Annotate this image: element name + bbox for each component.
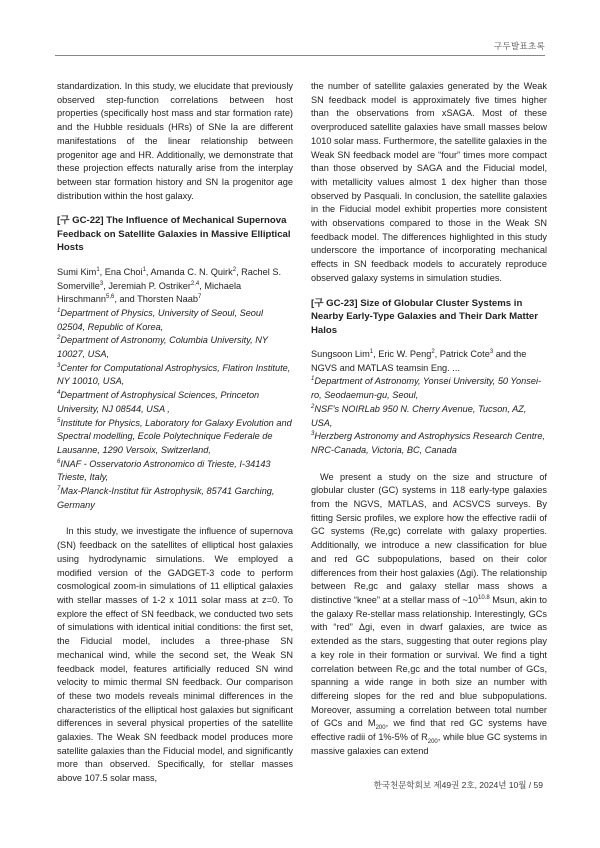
gc22-title: [구 GC-22] The Influence of Mechanical Supernova Feedback on Satellite Galaxies in Massive Elliptical Hosts bbox=[57, 215, 291, 254]
affiliation: $^2$Department of Astronomy, Columbia University, NY 10027, USA, bbox=[57, 335, 268, 360]
left-column bbox=[57, 80, 293, 786]
header-rule bbox=[55, 55, 545, 56]
affiliation: $^1$Department of Physics, University of Seoul, Seoul 02504, Republic of Korea, bbox=[57, 307, 264, 332]
gc23-affiliations bbox=[311, 375, 547, 457]
affiliation: $^4$Department of Astrophysical Sciences, Princeton University, NJ 08544, USA , bbox=[57, 390, 260, 414]
affiliation: $^7$Max-Planck-Institut für Astrophysik, 85741 Garching, Germany bbox=[57, 486, 275, 510]
gc22-authors: Sumi Kim$^1$, Ena Choi$^1$, Amanda C. N. Quirk$^2$, Rachel S. Somerville$^3$, Jeremiah P. Ostriker$^{2,4}$, Michaela Hirschmann$^{5,6}$, and Thorsten Naab$^7$ bbox=[57, 266, 281, 305]
running-header: 구두발표초록 bbox=[493, 41, 545, 51]
affiliation: $^3$Herzberg Astronomy and Astrophysics Research Centre, NRC-Canada, Victoria, BC, Canada bbox=[311, 431, 545, 455]
right-column bbox=[311, 80, 547, 758]
gc23-authors: Sungsoon Lim$^1$, Eric W. Peng$^2$, Patrick Cote$^3$ and the NGVS and MATLAS teamsin Eng. ... bbox=[311, 348, 527, 373]
gc22-abstract: In this study, we investigate the influence of supernova (SN) feedback on the satellites of elliptical host galaxies using hydrodynamic simulations. We employed a modified version of the GADGET-3 code to perform cosmological zoom-in simulations of 11 elliptical galaxies with stellar masses of 1-2 x 1011 solar mass at z=0. To explore the effect of SN feedback, we conducted two sets of simulations with identical initial conditions: the first set, the Fiducial model, includes a three-phase SN mechanical wind, while the second set, the Weak SN feedback model, features artificially reduced SN wind velocity to mimic thermal SN feedback. Our comparison of these two models reveals minimal differences in the characteristics of the elliptical host galaxies but significant differences in several physical properties of the satellite galaxies. The Weak SN feedback model produces more satellite galaxies than the Fiducial model, and significantly more than observed. Specifically, for stellar masses above 107.5 solar mass, bbox=[57, 526, 293, 784]
affiliation: $^5$Institute for Physics, Laboratory for Galaxy Evolution and Spectral modelling, Ecole Polytechnique Federale de Lausanne, 1290 Versoix, Switzerland, bbox=[57, 417, 292, 455]
affiliation: $^1$Department of Astronomy, Yonsei University, 50 Yonsei-ro, Seodaemun-gu, Seoul, bbox=[311, 376, 542, 401]
page-footer: 한국천문학회보 제49권 2호, 2024년 10월 / 59 bbox=[373, 780, 543, 790]
gc22-abstract-continuation: the number of satellite galaxies generated by the Weak SN feedback model is approximately five times higher than the observations from xSAGA. Most of these overproduced satellite galaxies have small masses below 1010 solar mass. Furthermore, the satellite galaxies in the Weak SN feedback model are “four” times more compact than those observed by SAGA and the Fiducial model, with metallicity values almost 1 dex higher than those observed by Pasquali. In conclusion, the satellite galaxies in the Fiducial model exhibit properties more consistent with observations compared to those in the Weak SN feedback model. The differences highlighted in this study underscore the importance of incorporating mechanical effects in SN feedback models to accurately reproduce observed galaxy systems in simulation studies. bbox=[311, 81, 547, 283]
affiliation: $^6$INAF - Osservatorio Astronomico di Trieste, I-34143 Trieste, Italy, bbox=[57, 458, 271, 483]
prev-abstract-continuation: standardization. In this study, we elucidate that previously observed step-function correlations between host properties (specifically host mass and star formation rate) and the Hubble residuals (HRs) of SNe Ia are different manifestations of the linear relationship between progenitor age and HR. Additionally, we demonstrate that these projection effects naturally arise from the interplay between star formation history and SN Ia progenitor age distribution within the host galaxy. bbox=[57, 81, 293, 201]
gc23-title: [구 GC-23] Size of Globular Cluster Systems in Nearby Early-Type Galaxies and Their Dark Matter Halos bbox=[311, 297, 538, 336]
gc22-affiliations bbox=[57, 307, 293, 513]
gc23-abstract: We present a study on the size and structure of globular cluster (GC) systems in 118 early-type galaxies from the NGVS, MATLAS, and ACSVCS surveys. By fitting Sersic profiles, we explore how the effective radii of GC systems (Re,gc) correlate with galaxy properties. Additionally, we introduce a new classification for blue and red GC subpopulations, based on their color differences from their host galaxies (Δgi). The relationship between Re,gc and galaxy stellar mass shows a distinctive “knee” at a stellar mass of $\sim 10^{10.8}$ Msun, akin to the galaxy Re-stellar mass relationship. Interestingly, GCs with “red” Δgi, even in dwarf galaxies, are twice as extended as the stars, suggesting that outer regions play a key role in their formation or survival. We find a tight correlation between Re,gc and the total number of GCs, spanning a wide range in both size an number with differeing slopes for the red and blue subpopulations. Moreover, assuming a correlation between total number of GCs and $M_{200}$, we find that red GC systems have effective radii of 1%-5% of $R_{200}$, while blue GC systems in massive galaxies can extend bbox=[311, 471, 548, 756]
affiliation: $^3$Center for Computational Astrophysics, Flatiron Institute, NY 10010, USA, bbox=[57, 362, 291, 387]
affiliation: $^2$NSF's NOIRLab 950 N. Cherry Avenue, Tucson, AZ, USA, bbox=[311, 403, 527, 428]
